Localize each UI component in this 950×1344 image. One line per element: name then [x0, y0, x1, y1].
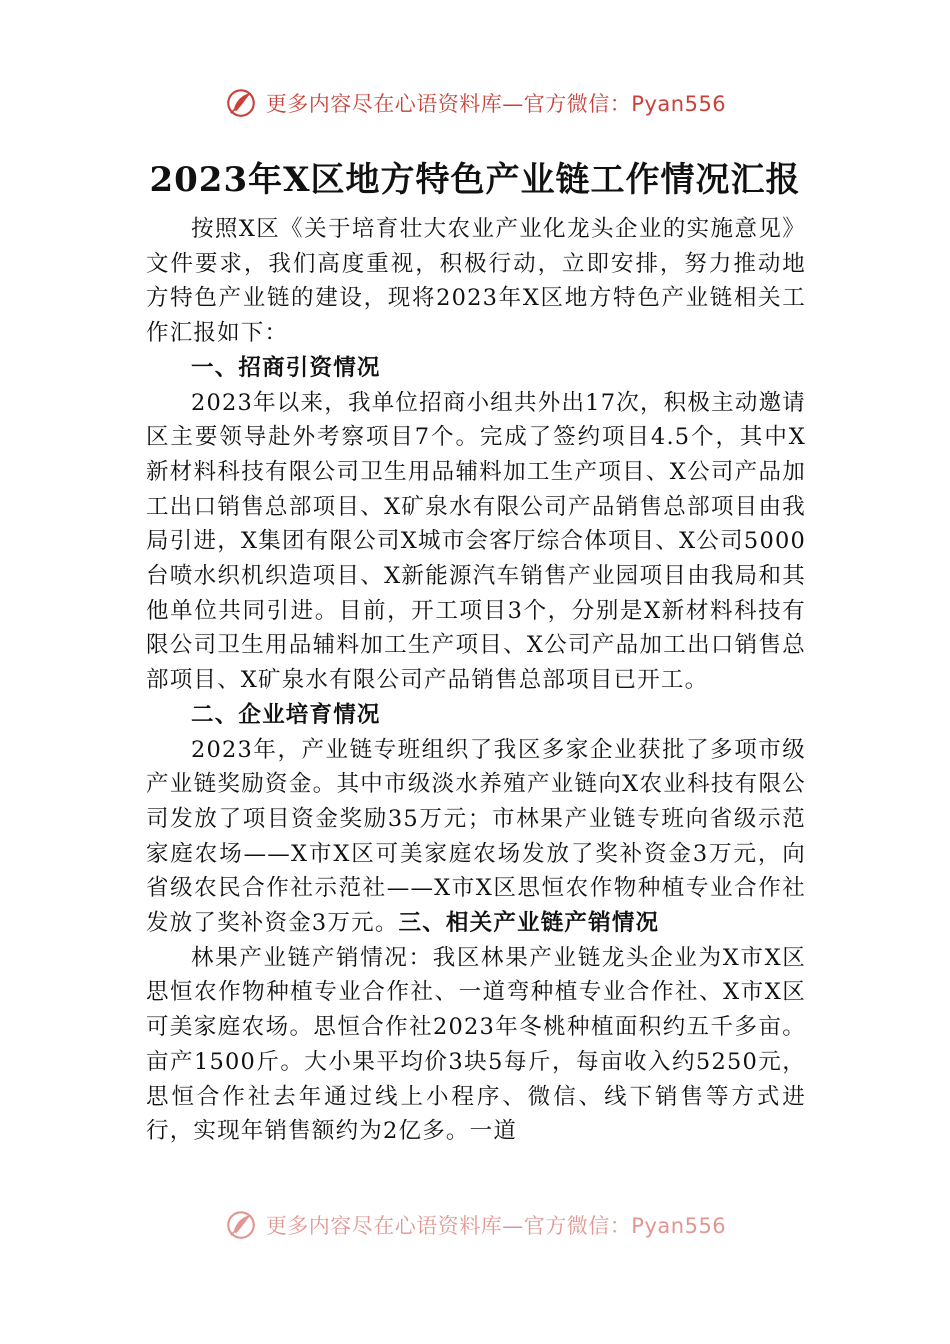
- section2-heading: 二、企业培育情况: [191, 701, 381, 728]
- section3-heading: 三、相关产业链产销情况: [398, 910, 660, 937]
- watermark-logo-icon: [224, 86, 258, 120]
- watermark-text: 更多内容尽在心语资料库—官方微信：Pyan556: [265, 1214, 727, 1238]
- section2-paragraph: [146, 733, 806, 941]
- document-body: [146, 212, 806, 1149]
- section3-paragraph: 林果产业链产销情况：我区林果产业链龙头企业为X市X区思恒农作物种植专业合作社、一道弯种植专业合作社、X市X区可美家庭农场。思恒合作社2023年冬桃种植面积约五千多亩。亩产1500斤。大小果平均价3块5每斤，每亩收入约5250元，思恒合作社去年通过线上小程序、微信、线下销售等方式进行，实现年销售额约为2亿多。一道: [146, 944, 806, 1145]
- document-title: 2023年X区地方特色产业链工作情况汇报: [149, 160, 801, 200]
- watermark-bottom: [0, 1208, 950, 1242]
- watermark-text: 更多内容尽在心语资料库—官方微信：Pyan556: [265, 92, 727, 116]
- section2-text: 2023年，产业链专班组织了我区多家企业获批了多项市级产业链奖励资金。其中市级淡水养殖产业链向X农业科技有限公司发放了项目资金奖励35万元；市林果产业链专班向省级示范家庭农场——X市X区可美家庭农场发放了奖补资金3万元，向省级农民合作社示范社——X市X区思恒农作物种植专业合作社发放了奖补资金3万元。: [146, 736, 806, 937]
- section1-heading: 一、招商引资情况: [191, 354, 381, 381]
- watermark-logo-icon: [224, 1208, 258, 1242]
- watermark-top: [0, 86, 950, 120]
- section1-paragraph: 2023年以来，我单位招商小组共外出17次，积极主动邀请区主要领导赴外考察项目7个。完成了签约项目4.5个，其中X新材料科技有限公司卫生用品辅料加工生产项目、X公司产品加工出口销售总部项目、X矿泉水有限公司产品销售总部项目由我局引进，X集团有限公司X城市会客厅综合体项目、X公司5000台喷水织机织造项目、X新能源汽车销售产业园项目由我局和其他单位共同引进。目前，开工项目3个，分别是X新材料科技有限公司卫生用品辅料加工生产项目、X公司产品加工出口销售总部项目、X矿泉水有限公司产品销售总部项目已开工。: [146, 389, 806, 694]
- intro-paragraph: 按照X区《关于培育壮大农业产业化龙头企业的实施意见》文件要求，我们高度重视，积极行动，立即安排，努力推动地方特色产业链的建设，现将2023年X区地方特色产业链相关工作汇报如下：: [146, 216, 806, 347]
